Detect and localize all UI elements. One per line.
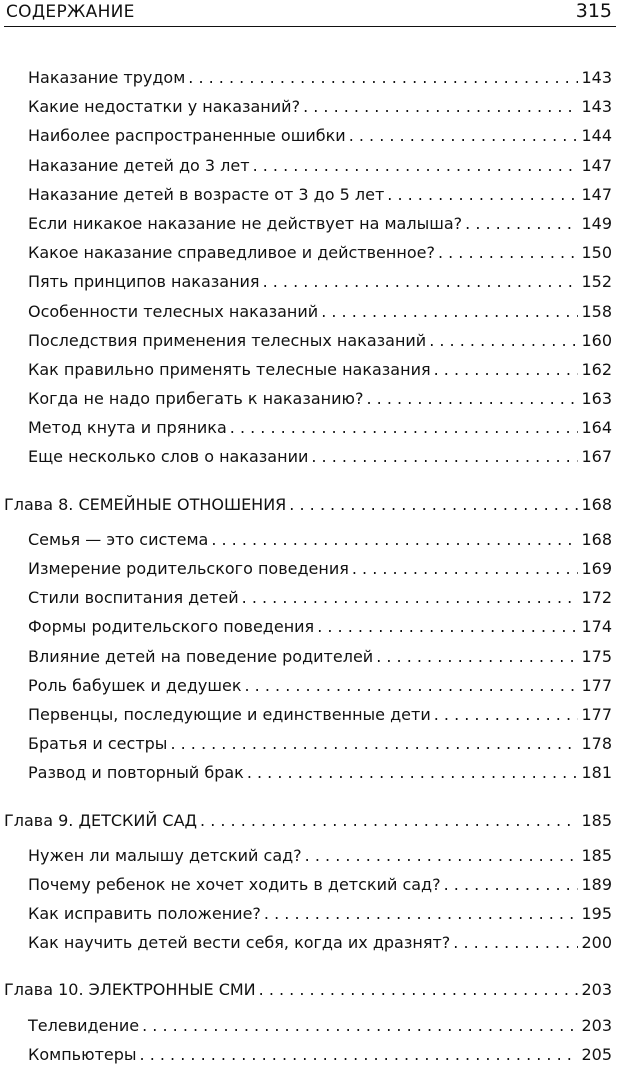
toc-entry-page: 189 <box>581 874 612 894</box>
toc-entry-title: Как исправить положение? <box>28 904 261 924</box>
toc-entry <box>0 875 620 904</box>
toc-leader-dots <box>352 559 579 578</box>
toc-entry <box>0 846 620 875</box>
toc-entry-title: Наказание детей в возрасте от 3 до 5 лет <box>28 184 385 204</box>
toc-entry <box>0 302 620 331</box>
toc-entry <box>0 272 620 301</box>
toc-entry-page: 144 <box>581 126 612 146</box>
toc-entry-page: 147 <box>581 184 612 204</box>
toc-entry <box>0 68 620 97</box>
toc-leader-dots <box>317 617 578 636</box>
toc-entry-page: 200 <box>581 933 612 953</box>
toc-entry-title: Измерение родительского поведения <box>28 559 349 578</box>
running-header <box>0 0 620 26</box>
toc-entry-page: 163 <box>581 389 612 409</box>
running-header-title: СОДЕРЖАНИЕ <box>6 2 135 22</box>
toc-entry <box>0 389 620 418</box>
toc-entry-title: Особенности телесных наказаний <box>28 301 319 321</box>
toc-entry-page: 205 <box>581 1044 612 1064</box>
toc-entry-title: Глава 9. ДЕТСКИЙ САД <box>4 810 198 830</box>
toc-entry <box>0 588 620 617</box>
toc-entry <box>0 933 620 962</box>
toc-entry-title: Наказание трудом <box>28 68 186 87</box>
toc-leader-dots <box>387 185 578 204</box>
toc-leader-dots <box>434 360 579 379</box>
toc-entry-page: 143 <box>581 68 612 87</box>
toc-leader-dots <box>444 875 579 894</box>
toc-leader-dots <box>140 1045 579 1064</box>
toc-entry-title: Глава 10. ЭЛЕКТРОННЫЕ СМИ <box>4 980 256 1000</box>
toc-entry-title: Стили воспитания детей <box>28 588 239 608</box>
toc-entry <box>0 360 620 389</box>
toc-leader-dots <box>376 647 578 666</box>
toc-entry-title: Метод кнута и пряника <box>28 418 227 438</box>
page-number: 315 <box>575 0 612 22</box>
toc-leader-dots <box>303 97 578 116</box>
toc-entry-page: 181 <box>581 763 612 783</box>
toc-entry-title: Влияние детей на поведение родителей <box>28 646 374 666</box>
toc-leader-dots <box>247 763 579 782</box>
toc-leader-dots <box>453 933 578 952</box>
toc-leader-dots <box>311 447 578 466</box>
toc-entry-title: Как правильно применять телесные наказания <box>28 359 431 379</box>
toc-entry-title: Если никакое наказание не действует на малыша? <box>28 213 463 233</box>
toc-entry-title: Почему ребенок не хочет ходить в детский сад? <box>28 874 441 894</box>
toc-leader-dots <box>200 811 578 830</box>
table-of-contents <box>0 68 620 1074</box>
toc-entry-title: Как научить детей вести себя, когда их дразнят? <box>28 933 451 953</box>
toc-leader-dots <box>264 904 579 923</box>
toc-entry-page: 178 <box>581 734 612 754</box>
toc-entry-page: 147 <box>581 155 612 175</box>
toc-leader-dots <box>230 418 579 437</box>
toc-entry-page: 175 <box>581 646 612 666</box>
toc-entry-page: 203 <box>581 980 612 1000</box>
toc-entry <box>0 1016 620 1045</box>
toc-leader-dots <box>349 126 579 145</box>
toc-entry <box>0 243 620 272</box>
toc-leader-dots <box>434 705 579 724</box>
toc-entry <box>0 617 620 646</box>
toc-entry-page: 162 <box>581 359 612 379</box>
toc-leader-dots <box>305 846 579 865</box>
toc-leader-dots <box>142 1016 578 1035</box>
toc-entry-title: Телевидение <box>28 1015 140 1035</box>
toc-entry <box>0 676 620 705</box>
toc-entry-title: Формы родительского поведения <box>28 617 315 637</box>
toc-entry-page: 177 <box>581 704 612 724</box>
toc-entry <box>0 530 620 559</box>
toc-entry <box>0 447 620 476</box>
toc-entry-title: Еще несколько слов о наказании <box>28 447 309 467</box>
toc-entry-page: 143 <box>581 97 612 117</box>
toc-entry <box>0 214 620 243</box>
toc-chapter-entry <box>0 495 620 524</box>
toc-entry-page: 167 <box>581 447 612 467</box>
toc-entry <box>0 1045 620 1074</box>
toc-entry-title: Развод и повторный брак <box>28 763 244 783</box>
toc-leader-dots <box>170 734 578 753</box>
toc-entry-title: Последствия применения телесных наказаний <box>28 330 427 350</box>
toc-entry <box>0 331 620 360</box>
toc-leader-dots <box>259 980 579 999</box>
toc-leader-dots <box>242 588 579 607</box>
header-rule <box>4 26 616 27</box>
toc-entry-title: Компьютеры <box>28 1044 137 1064</box>
toc-entry-page: 172 <box>581 588 612 608</box>
toc-entry <box>0 705 620 734</box>
toc-leader-dots <box>211 530 578 549</box>
toc-entry-title: Первенцы, последующие и единственные дети <box>28 704 431 724</box>
toc-entry-page: 164 <box>581 418 612 438</box>
toc-entry-title: Пять принципов наказания <box>28 272 260 292</box>
toc-entry <box>0 185 620 214</box>
toc-leader-dots <box>465 214 578 233</box>
toc-entry <box>0 734 620 763</box>
toc-leader-dots <box>321 302 578 321</box>
toc-entry-title: Роль бабушек и дедушек <box>28 675 242 695</box>
toc-entry-page: 169 <box>581 559 612 578</box>
toc-entry-title: Глава 8. СЕМЕЙНЫЕ ОТНОШЕНИЯ <box>4 494 287 514</box>
toc-entry-page: 152 <box>581 272 612 292</box>
toc-entry-page: 168 <box>581 494 612 514</box>
toc-leader-dots <box>263 272 579 291</box>
toc-entry-page: 158 <box>581 301 612 321</box>
toc-entry-title: Нужен ли малышу детский сад? <box>28 845 302 865</box>
toc-entry-title: Какие недостатки у наказаний? <box>28 97 301 117</box>
toc-entry-page: 203 <box>581 1015 612 1035</box>
toc-entry-page: 150 <box>581 243 612 263</box>
toc-entry <box>0 904 620 933</box>
toc-entry-title: Какое наказание справедливое и действенное? <box>28 243 435 263</box>
toc-leader-dots <box>188 68 578 87</box>
toc-chapter-entry <box>0 980 620 1009</box>
toc-entry-page: 185 <box>581 810 612 830</box>
toc-chapter-entry <box>0 811 620 840</box>
toc-entry-title: Наказание детей до 3 лет <box>28 155 250 175</box>
toc-entry-page: 185 <box>581 845 612 865</box>
toc-entry-page: 174 <box>581 617 612 637</box>
toc-leader-dots <box>289 495 578 514</box>
toc-entry-title: Когда не надо прибегать к наказанию? <box>28 389 364 409</box>
toc-entry <box>0 126 620 155</box>
toc-entry-page: 195 <box>581 904 612 924</box>
toc-leader-dots <box>253 156 579 175</box>
toc-entry <box>0 763 620 792</box>
toc-entry-title: Наиболее распространенные ошибки <box>28 126 346 146</box>
toc-entry-page: 177 <box>581 675 612 695</box>
toc-entry-page: 160 <box>581 330 612 350</box>
toc-entry <box>0 156 620 185</box>
toc-leader-dots <box>429 331 578 350</box>
toc-entry <box>0 418 620 447</box>
toc-leader-dots <box>438 243 579 262</box>
toc-entry <box>0 97 620 126</box>
toc-entry-title: Семья — это система <box>28 529 209 549</box>
toc-leader-dots <box>245 676 579 695</box>
toc-entry <box>0 647 620 676</box>
toc-leader-dots <box>367 389 579 408</box>
toc-entry-page: 149 <box>581 213 612 233</box>
toc-entry-title: Братья и сестры <box>28 734 168 754</box>
toc-entry-page: 168 <box>581 529 612 549</box>
toc-entry <box>0 559 620 588</box>
